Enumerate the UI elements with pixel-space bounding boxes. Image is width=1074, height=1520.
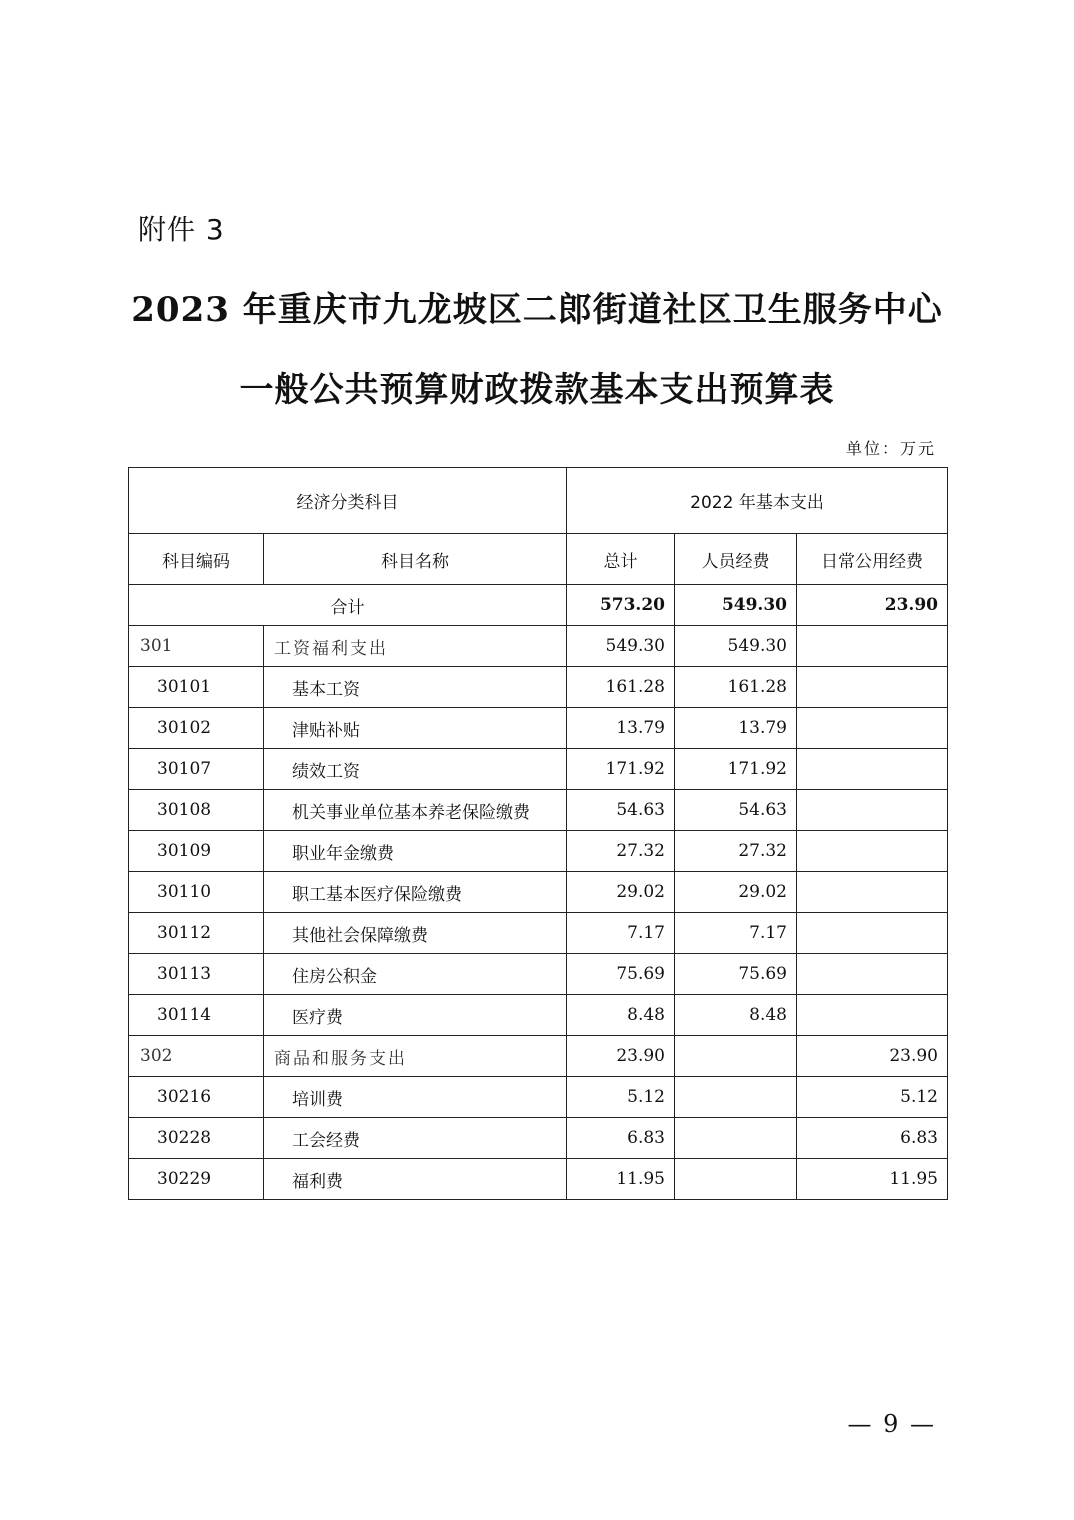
row-name: 商品和服务支出 (264, 1036, 567, 1077)
document-title-line1: 2023 年重庆市九龙坡区二郎街道社区卫生服务中心 (131, 290, 943, 330)
row-code: 30107 (129, 749, 264, 790)
row-total: 5.12 (567, 1077, 675, 1118)
table-row (129, 790, 948, 831)
row-personnel: 171.92 (675, 749, 797, 790)
row-total: 161.28 (567, 667, 675, 708)
row-name: 工资福利支出 (264, 626, 567, 667)
table-row (129, 1118, 948, 1159)
row-personnel: 549.30 (675, 626, 797, 667)
row-total: 11.95 (567, 1159, 675, 1200)
unit-label: 单位：万元 (845, 439, 936, 458)
row-public (797, 872, 948, 913)
row-total: 7.17 (567, 913, 675, 954)
row-public (797, 790, 948, 831)
row-name: 福利费 (264, 1159, 567, 1200)
total-row (129, 585, 948, 626)
row-personnel: 13.79 (675, 708, 797, 749)
total-personnel: 549.30 (675, 585, 797, 626)
row-code: 30110 (129, 872, 264, 913)
row-public: 23.90 (797, 1036, 948, 1077)
row-code: 30114 (129, 995, 264, 1036)
column-header-personnel: 人员经费 (675, 534, 797, 585)
row-total: 6.83 (567, 1118, 675, 1159)
row-code: 30109 (129, 831, 264, 872)
row-personnel (675, 1159, 797, 1200)
row-name: 职业年金缴费 (264, 831, 567, 872)
column-header-code: 科目编码 (129, 534, 264, 585)
row-name: 培训费 (264, 1077, 567, 1118)
row-public (797, 626, 948, 667)
total-label: 合计 (129, 585, 567, 626)
row-total: 27.32 (567, 831, 675, 872)
row-total: 8.48 (567, 995, 675, 1036)
header-economic-category: 经济分类科目 (129, 468, 567, 534)
table-row (129, 831, 948, 872)
table-group-header (129, 468, 948, 534)
table-row (129, 667, 948, 708)
table-row (129, 626, 948, 667)
row-total: 29.02 (567, 872, 675, 913)
row-code: 30228 (129, 1118, 264, 1159)
column-header-public: 日常公用经费 (797, 534, 948, 585)
row-public (797, 954, 948, 995)
column-header-total: 总计 (567, 534, 675, 585)
row-code: 30112 (129, 913, 264, 954)
row-public: 5.12 (797, 1077, 948, 1118)
table-row (129, 749, 948, 790)
budget-table (128, 467, 948, 1200)
row-name: 基本工资 (264, 667, 567, 708)
row-personnel: 54.63 (675, 790, 797, 831)
table-row (129, 1159, 948, 1200)
row-code: 30113 (129, 954, 264, 995)
row-personnel (675, 1036, 797, 1077)
table-row (129, 1077, 948, 1118)
page-number: — 9 — (847, 1410, 936, 1438)
table-row (129, 913, 948, 954)
total-total: 573.20 (567, 585, 675, 626)
row-total: 54.63 (567, 790, 675, 831)
total-public: 23.90 (797, 585, 948, 626)
row-code: 30108 (129, 790, 264, 831)
row-public: 11.95 (797, 1159, 948, 1200)
row-personnel (675, 1118, 797, 1159)
row-personnel: 75.69 (675, 954, 797, 995)
table-row (129, 708, 948, 749)
row-personnel: 8.48 (675, 995, 797, 1036)
row-code: 30229 (129, 1159, 264, 1200)
row-public (797, 708, 948, 749)
table-row (129, 995, 948, 1036)
column-header-name: 科目名称 (264, 534, 567, 585)
table-row (129, 872, 948, 913)
row-personnel: 161.28 (675, 667, 797, 708)
header-basic-expenditure: 2022 年基本支出 (567, 468, 948, 534)
row-public (797, 667, 948, 708)
row-name: 机关事业单位基本养老保险缴费 (264, 790, 567, 831)
row-name: 绩效工资 (264, 749, 567, 790)
row-total: 23.90 (567, 1036, 675, 1077)
row-code: 301 (129, 626, 264, 667)
row-total: 13.79 (567, 708, 675, 749)
row-personnel: 27.32 (675, 831, 797, 872)
row-name: 医疗费 (264, 995, 567, 1036)
row-personnel: 29.02 (675, 872, 797, 913)
row-personnel (675, 1077, 797, 1118)
row-name: 其他社会保障缴费 (264, 913, 567, 954)
document-title-line2: 一般公共预算财政拨款基本支出预算表 (239, 370, 835, 410)
row-code: 302 (129, 1036, 264, 1077)
row-code: 30102 (129, 708, 264, 749)
attachment-label: 附件 3 (138, 213, 225, 246)
table-row (129, 954, 948, 995)
row-code: 30101 (129, 667, 264, 708)
row-code: 30216 (129, 1077, 264, 1118)
row-public: 6.83 (797, 1118, 948, 1159)
row-total: 549.30 (567, 626, 675, 667)
row-public (797, 749, 948, 790)
row-name: 津贴补贴 (264, 708, 567, 749)
row-name: 工会经费 (264, 1118, 567, 1159)
table-column-header (129, 534, 948, 585)
row-public (797, 995, 948, 1036)
row-total: 171.92 (567, 749, 675, 790)
row-public (797, 831, 948, 872)
row-public (797, 913, 948, 954)
table-row (129, 1036, 948, 1077)
row-name: 住房公积金 (264, 954, 567, 995)
row-personnel: 7.17 (675, 913, 797, 954)
row-total: 75.69 (567, 954, 675, 995)
row-name: 职工基本医疗保险缴费 (264, 872, 567, 913)
